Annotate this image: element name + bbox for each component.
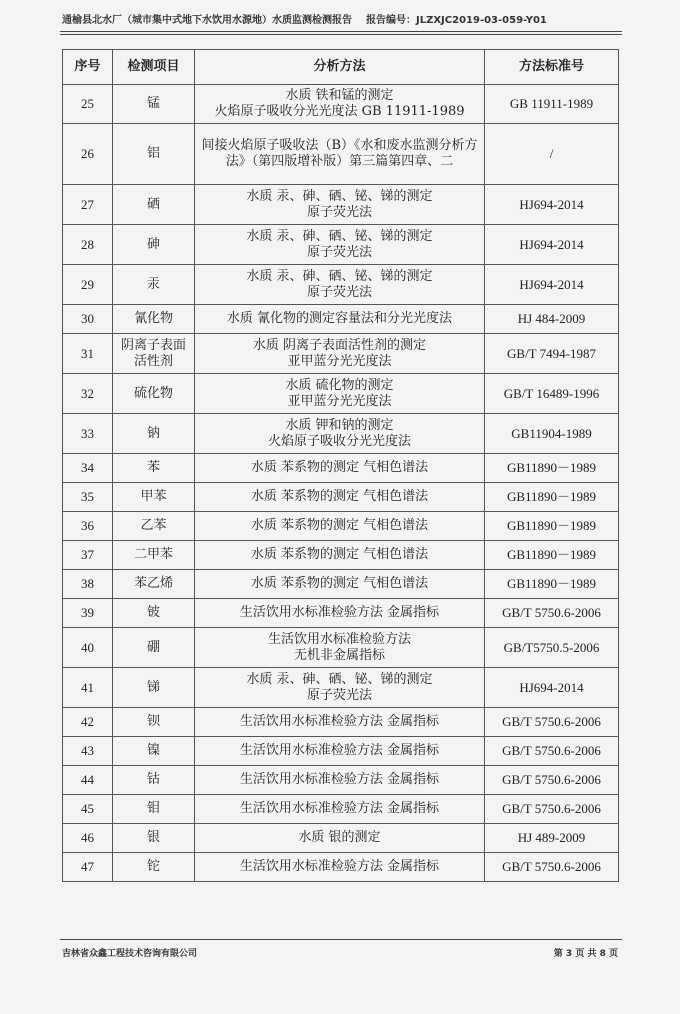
table-header-row — [63, 50, 619, 85]
method-standard: HJ 484-2009 — [485, 305, 619, 334]
analysis-method: 生活饮用水标准检验方法 金属指标 — [195, 599, 485, 628]
analysis-method: 生活饮用水标准检验方法 金属指标 — [195, 766, 485, 795]
method-standard: GB/T 5750.6-2006 — [485, 795, 619, 824]
analysis-method: 生活饮用水标准检验方法 金属指标 — [195, 737, 485, 766]
detection-item: 钡 — [113, 708, 195, 737]
table-row — [63, 185, 619, 225]
table-row — [63, 483, 619, 512]
report-title: 通榆县北水厂（城市集中式地下水饮用水源地）水质监测检测报告 — [62, 15, 352, 26]
col-header-standard: 方法标准号 — [485, 50, 619, 85]
method-standard: GB11890－1989 — [485, 512, 619, 541]
table-row — [63, 766, 619, 795]
detection-item: 钴 — [113, 766, 195, 795]
analysis-method: 水质 汞、砷、硒、铋、锑的测定 原子荧光法 — [195, 265, 485, 305]
table-row — [63, 374, 619, 414]
detection-item: 铊 — [113, 853, 195, 882]
method-standard: GB/T 5750.6-2006 — [485, 766, 619, 795]
row-number: 31 — [63, 334, 113, 374]
detection-item: 乙苯 — [113, 512, 195, 541]
detection-item: 硼 — [113, 628, 195, 668]
row-number: 43 — [63, 737, 113, 766]
col-header-no: 序号 — [63, 50, 113, 85]
detection-item: 锰 — [113, 85, 195, 124]
row-number: 39 — [63, 599, 113, 628]
row-number: 26 — [63, 124, 113, 185]
row-number: 41 — [63, 668, 113, 708]
table-row — [63, 454, 619, 483]
analysis-method: 水质 阴离子表面活性剂的测定 亚甲蓝分光光度法 — [195, 334, 485, 374]
table-row — [63, 541, 619, 570]
detection-item: 银 — [113, 824, 195, 853]
table-row — [63, 824, 619, 853]
row-number: 29 — [63, 265, 113, 305]
table-body — [63, 85, 619, 882]
row-number: 44 — [63, 766, 113, 795]
detection-item: 铝 — [113, 124, 195, 185]
analysis-method: 水质 苯系物的测定 气相色谱法 — [195, 483, 485, 512]
detection-item: 汞 — [113, 265, 195, 305]
row-number: 47 — [63, 853, 113, 882]
detection-item: 锑 — [113, 668, 195, 708]
detection-item: 铍 — [113, 599, 195, 628]
row-number: 46 — [63, 824, 113, 853]
method-standard: GB/T 5750.6-2006 — [485, 853, 619, 882]
method-standard: GB11904-1989 — [485, 414, 619, 454]
table-row — [63, 570, 619, 599]
method-standard: GB/T 5750.6-2006 — [485, 737, 619, 766]
method-standard: GB/T 5750.6-2006 — [485, 708, 619, 737]
row-number: 33 — [63, 414, 113, 454]
analysis-method: 水质 汞、砷、硒、铋、锑的测定 原子荧光法 — [195, 225, 485, 265]
row-number: 30 — [63, 305, 113, 334]
method-standard: GB/T 5750.6-2006 — [485, 599, 619, 628]
method-standard: GB 11911-1989 — [485, 85, 619, 124]
analysis-methods-table — [62, 49, 619, 882]
row-number: 35 — [63, 483, 113, 512]
table-row — [63, 85, 619, 124]
row-number: 37 — [63, 541, 113, 570]
method-standard: GB/T 16489-1996 — [485, 374, 619, 414]
row-number: 42 — [63, 708, 113, 737]
detection-item: 苯乙烯 — [113, 570, 195, 599]
row-number: 45 — [63, 795, 113, 824]
col-header-method: 分析方法 — [195, 50, 485, 85]
method-standard: HJ 489-2009 — [485, 824, 619, 853]
table-row — [63, 628, 619, 668]
analysis-method: 水质 汞、砷、硒、铋、锑的测定 原子荧光法 — [195, 185, 485, 225]
detection-item: 钼 — [113, 795, 195, 824]
table-row — [63, 599, 619, 628]
row-number: 38 — [63, 570, 113, 599]
row-number: 40 — [63, 628, 113, 668]
analysis-method: 生活饮用水标准检验方法 无机非金属指标 — [195, 628, 485, 668]
detection-item: 砷 — [113, 225, 195, 265]
detection-item: 镍 — [113, 737, 195, 766]
analysis-method: 间接火焰原子吸收法（B）《水和废水监测分析方法》（第四版增补版）第三篇第四章、二 — [195, 124, 485, 185]
method-standard: GB11890－1989 — [485, 570, 619, 599]
method-standard: HJ694-2014 — [485, 265, 619, 305]
row-number: 25 — [63, 85, 113, 124]
analysis-method: 生活饮用水标准检验方法 金属指标 — [195, 853, 485, 882]
header-rule-2 — [60, 34, 622, 35]
row-number: 34 — [63, 454, 113, 483]
col-header-item: 检测项目 — [113, 50, 195, 85]
detection-item: 钠 — [113, 414, 195, 454]
method-standard: GB/T5750.5-2006 — [485, 628, 619, 668]
table-row — [63, 795, 619, 824]
table-row — [63, 668, 619, 708]
analysis-method: 生活饮用水标准检验方法 金属指标 — [195, 795, 485, 824]
method-standard: / — [485, 124, 619, 185]
analysis-method: 水质 铁和锰的测定 火焰原子吸收分光光度法 GB 11911-1989 — [195, 85, 485, 124]
table-row — [63, 334, 619, 374]
table-row — [63, 512, 619, 541]
analysis-method: 水质 氰化物的测定容量法和分光光度法 — [195, 305, 485, 334]
row-number: 28 — [63, 225, 113, 265]
table-row — [63, 305, 619, 334]
method-standard: HJ694-2014 — [485, 185, 619, 225]
method-standard: HJ694-2014 — [485, 225, 619, 265]
method-standard: GB/T 7494-1987 — [485, 334, 619, 374]
row-number: 32 — [63, 374, 113, 414]
table-row — [63, 708, 619, 737]
page-number: 第 3 页 共 8 页 — [553, 949, 618, 959]
method-standard: HJ694-2014 — [485, 668, 619, 708]
analysis-method: 水质 汞、砷、硒、铋、锑的测定 原子荧光法 — [195, 668, 485, 708]
report-header — [62, 11, 622, 26]
analysis-method: 水质 苯系物的测定 气相色谱法 — [195, 512, 485, 541]
analysis-method: 水质 苯系物的测定 气相色谱法 — [195, 454, 485, 483]
detection-item: 甲苯 — [113, 483, 195, 512]
table-row — [63, 737, 619, 766]
header-rule — [60, 31, 622, 32]
table-row — [63, 853, 619, 882]
detection-item: 氰化物 — [113, 305, 195, 334]
analysis-method: 水质 苯系物的测定 气相色谱法 — [195, 541, 485, 570]
detection-item: 苯 — [113, 454, 195, 483]
report-footer — [62, 946, 618, 959]
row-number: 36 — [63, 512, 113, 541]
detection-item: 二甲苯 — [113, 541, 195, 570]
detection-item: 阴离子表面活性剂 — [113, 334, 195, 374]
method-standard: GB11890－1989 — [485, 541, 619, 570]
table-row — [63, 124, 619, 185]
method-standard: GB11890－1989 — [485, 454, 619, 483]
row-number: 27 — [63, 185, 113, 225]
table-row — [63, 265, 619, 305]
report-number: JLZXJC2019-03-059-Y01 — [416, 15, 547, 26]
analysis-method: 生活饮用水标准检验方法 金属指标 — [195, 708, 485, 737]
table-row — [63, 225, 619, 265]
analysis-method: 水质 硫化物的测定 亚甲蓝分光光度法 — [195, 374, 485, 414]
analysis-method: 水质 银的测定 — [195, 824, 485, 853]
report-number-label: 报告编号： — [366, 15, 416, 26]
method-standard: GB11890－1989 — [485, 483, 619, 512]
detection-item: 硫化物 — [113, 374, 195, 414]
detection-item: 硒 — [113, 185, 195, 225]
company-name: 吉林省众鑫工程技术咨询有限公司 — [62, 949, 198, 959]
analysis-method: 水质 苯系物的测定 气相色谱法 — [195, 570, 485, 599]
analysis-method: 水质 钾和钠的测定 火焰原子吸收分光光度法 — [195, 414, 485, 454]
table-row — [63, 414, 619, 454]
footer-rule — [60, 939, 622, 940]
